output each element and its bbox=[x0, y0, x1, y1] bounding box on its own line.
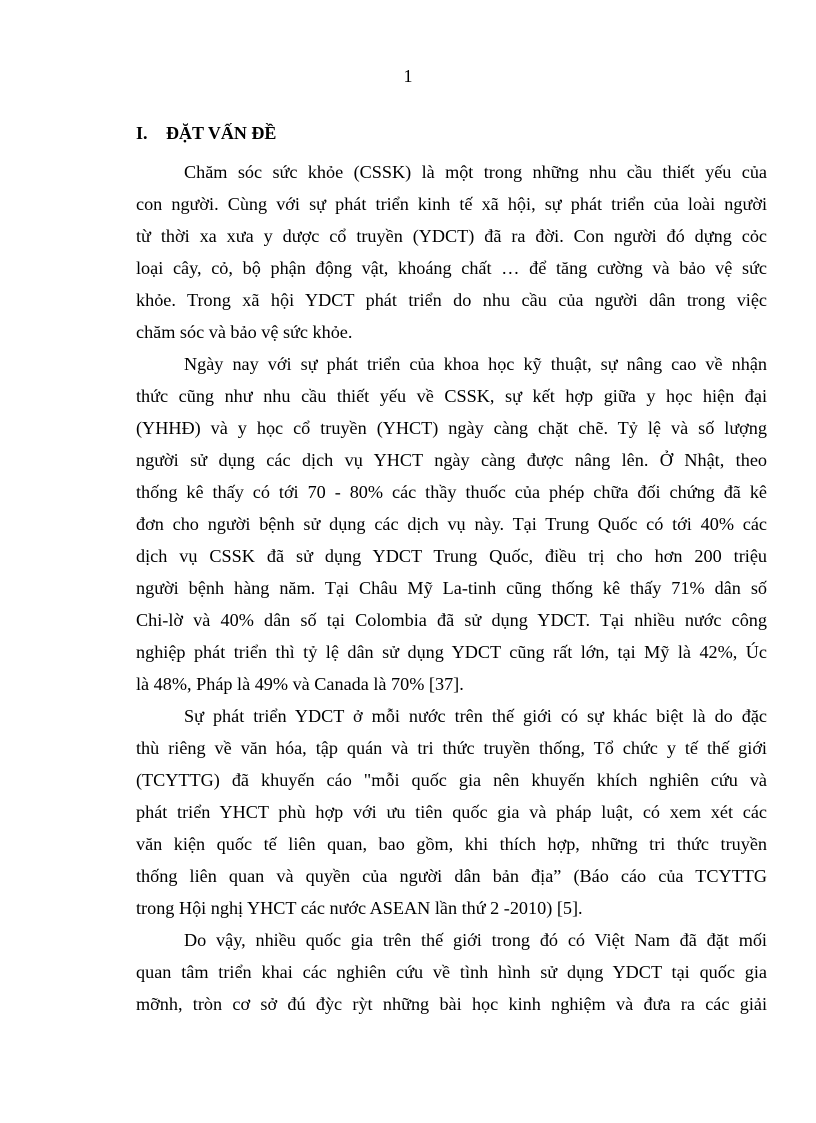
text-line: thống liên quan và quyền của người dân bản địa” (Báo cáo của TCYTTG bbox=[136, 866, 767, 886]
text-line: loại cây, cỏ, bộ phận động vật, khoáng chất … để tăng cường và bảo vệ sức bbox=[136, 258, 767, 278]
paragraph bbox=[136, 924, 767, 1020]
text-line: Ngày nay với sự phát triển của khoa học kỹ thuật, sự nâng cao về nhận bbox=[184, 354, 767, 374]
text-line: Chi-lờ và 40% dân số tại Colombia đã sử dụng YDCT. Tại nhiều nước công bbox=[136, 610, 767, 630]
text-line: (TCYTTG) đã khuyến cáo "mỗi quốc gia nên khuyến khích nghiên cứu và bbox=[136, 770, 767, 790]
text-line: mỡnh, tròn cơ sở đú đỳc rỳt những bài học kinh nghiệm và đưa ra các giải bbox=[136, 994, 767, 1014]
text-line: người bệnh hàng năm. Tại Châu Mỹ La-tinh cũng thống kê thấy 71% dân số bbox=[136, 578, 767, 598]
text-line: Sự phát triển YDCT ở mỗi nước trên thế giới có sự khác biệt là do đặc bbox=[184, 706, 767, 726]
text-line: phát triển YHCT phù hợp với ưu tiên quốc gia và pháp luật, có xem xét các bbox=[136, 802, 767, 822]
text-line: khỏe. Trong xã hội YDCT phát triển do nhu cầu của người dân trong việc bbox=[136, 290, 767, 310]
section-title: ĐẶT VẤN ĐỀ bbox=[166, 123, 277, 143]
text-line: thức cũng như nhu cầu thiết yếu về CSSK, sự kết hợp giữa y học hiện đại bbox=[136, 386, 767, 406]
text-line: nghiệp phát triển thì tỷ lệ dân sử dụng YDCT cũng rất lớn, tại Mỹ là 42%, Úc bbox=[136, 642, 767, 662]
text-line: là 48%, Pháp là 49% và Canada là 70% [37]. bbox=[136, 674, 464, 694]
text-line: chăm sóc và bảo vệ sức khỏe. bbox=[136, 322, 353, 342]
body-text bbox=[136, 156, 767, 1020]
text-line: thù riêng về văn hóa, tập quán và tri thức truyền thống, Tổ chức y tế thế giới bbox=[136, 738, 767, 758]
section-number: I. bbox=[136, 123, 148, 143]
text-line: Do vậy, nhiều quốc gia trên thế giới trong đó có Việt Nam đã đặt mối bbox=[184, 930, 767, 950]
text-line: người sử dụng các dịch vụ YHCT ngày càng được nâng lên. Ở Nhật, theo bbox=[136, 450, 767, 470]
paragraph bbox=[136, 348, 767, 700]
text-line: văn kiện quốc tế liên quan, bao gồm, khi thích hợp, những tri thức truyền bbox=[136, 834, 767, 854]
text-line: đơn cho người bệnh sử dụng các dịch vụ này. Tại Trung Quốc có tới 40% các bbox=[136, 514, 767, 534]
paragraph bbox=[136, 156, 767, 348]
text-line: quan tâm triển khai các nghiên cứu về tình hình sử dụng YDCT tại quốc gia bbox=[136, 962, 767, 982]
text-line: (YHHĐ) và y học cổ truyền (YHCT) ngày càng chặt chẽ. Tỷ lệ và số lượng bbox=[136, 418, 767, 438]
text-line: dịch vụ CSSK đã sử dụng YDCT Trung Quốc, điều trị cho hơn 200 triệu bbox=[136, 546, 767, 566]
text-line: con người. Cùng với sự phát triển kinh tế xã hội, sự phát triển của loài người bbox=[136, 194, 767, 214]
text-line: từ thời xa xưa y dược cổ truyền (YDCT) đã ra đời. Con người đó dựng cỏc bbox=[136, 226, 767, 246]
paragraph bbox=[136, 700, 767, 924]
text-line: thống kê thấy có tới 70 - 80% các thầy thuốc của phép chữa đối chứng đã kê bbox=[136, 482, 767, 502]
section-heading bbox=[136, 120, 276, 146]
text-line: trong Hội nghị YHCT các nước ASEAN lần thứ 2 -2010) [5]. bbox=[136, 898, 583, 918]
text-line: Chăm sóc sức khỏe (CSSK) là một trong những nhu cầu thiết yếu của bbox=[184, 162, 767, 182]
page-number: 1 bbox=[403, 66, 413, 86]
